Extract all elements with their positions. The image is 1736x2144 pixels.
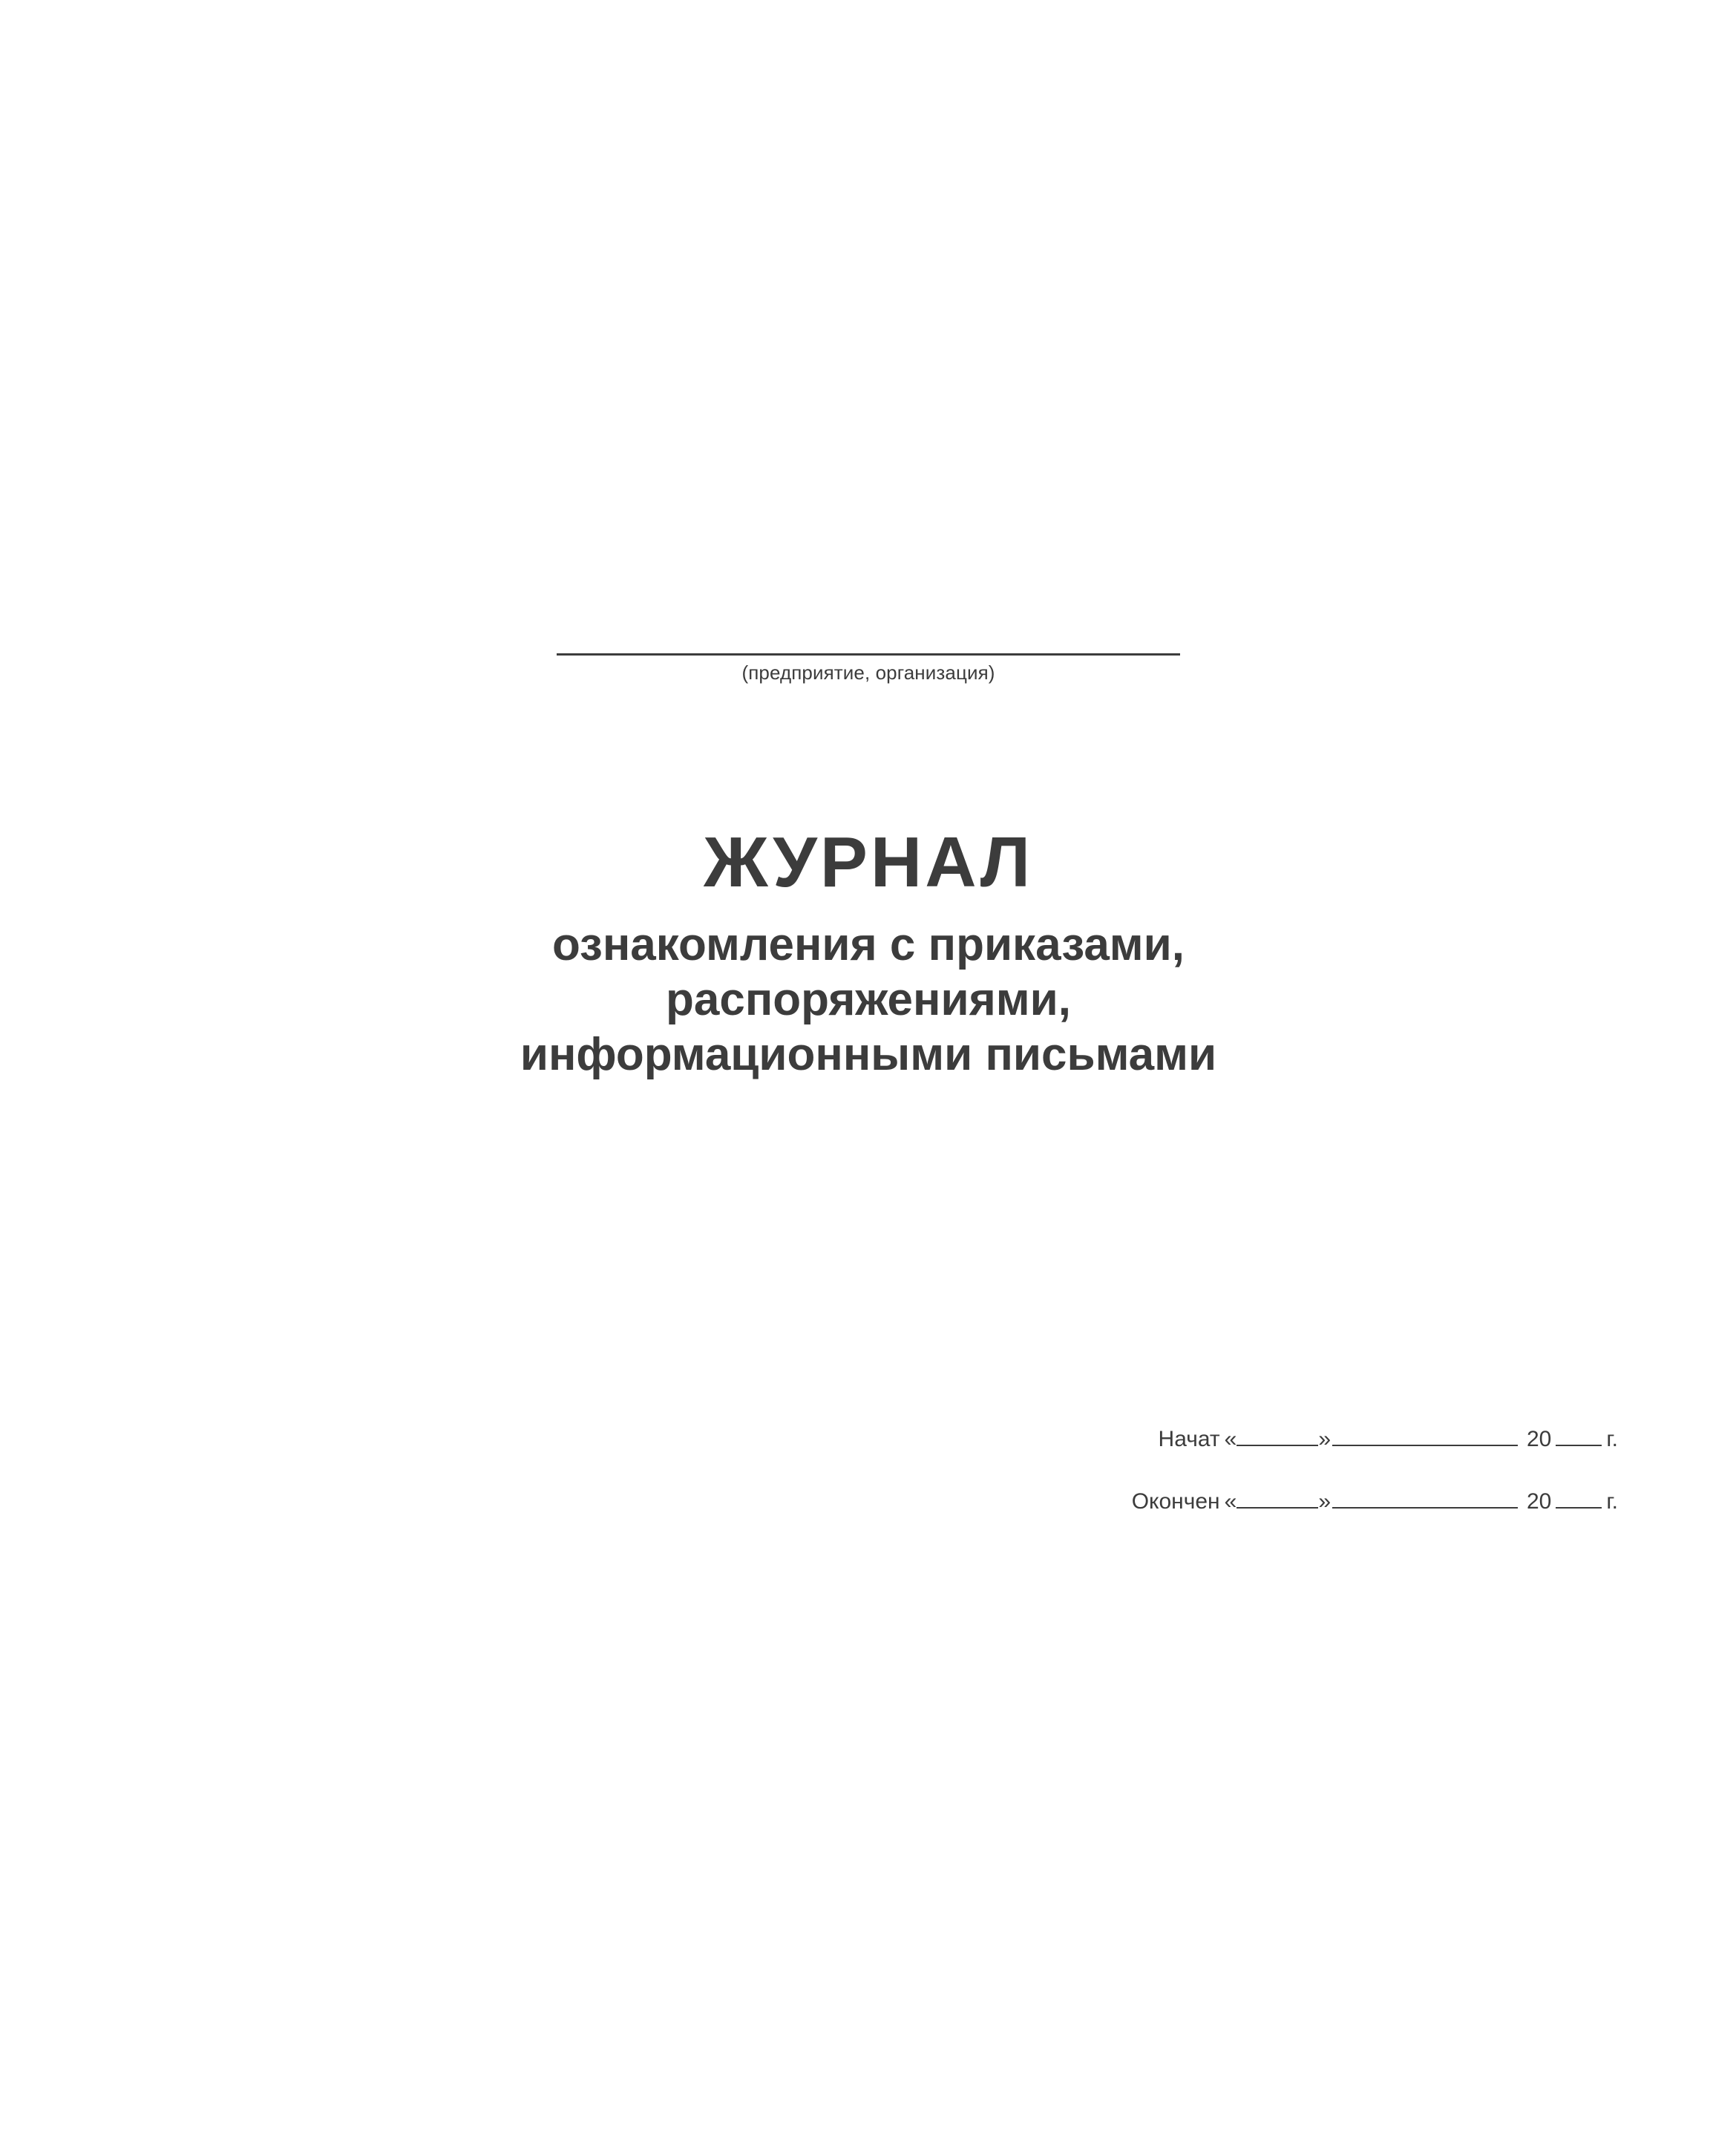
started-year-prefix: 20 [1527, 1427, 1552, 1451]
page-subtitle-line-2: распоряжениями, [666, 974, 1071, 1025]
started-year-blank [1556, 1425, 1602, 1446]
started-year-suffix: г. [1606, 1427, 1618, 1451]
started-quote-close: » [1318, 1427, 1331, 1451]
finished-quote-open: « [1224, 1489, 1237, 1514]
page-subtitle [252, 918, 1484, 1082]
page-subtitle-line-3: информационными письмами [520, 1029, 1217, 1080]
finished-year-blank [1556, 1488, 1602, 1509]
started-day-blank [1237, 1425, 1318, 1446]
finished-day-blank [1237, 1488, 1318, 1509]
finished-month-blank [1332, 1488, 1518, 1509]
organization-blank-line [557, 653, 1180, 656]
organization-caption: (предприятие, организация) [741, 661, 995, 684]
dates-block [779, 1425, 1618, 1550]
page-title: ЖУРНАЛ [703, 823, 1034, 902]
title-block [252, 824, 1484, 1082]
started-row [779, 1425, 1618, 1452]
page-subtitle-line-1: ознакомления с приказами, [551, 919, 1185, 970]
finished-year-prefix: 20 [1527, 1489, 1552, 1514]
finished-label: Окончен [1131, 1489, 1220, 1514]
organization-field [557, 653, 1180, 684]
finished-year-suffix: г. [1606, 1489, 1618, 1514]
finished-quote-close: » [1318, 1489, 1331, 1514]
finished-row [779, 1488, 1618, 1514]
started-label: Начат [1158, 1427, 1220, 1451]
started-quote-open: « [1224, 1427, 1237, 1451]
started-month-blank [1332, 1425, 1518, 1446]
